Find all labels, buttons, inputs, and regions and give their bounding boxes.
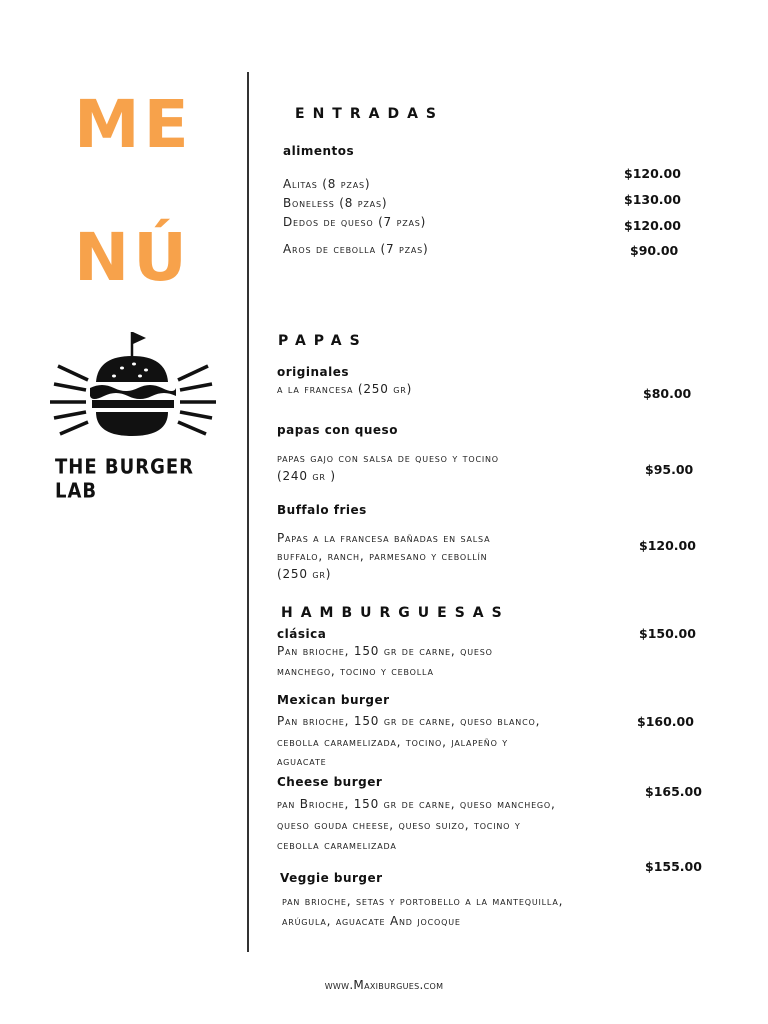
menu-item-desc: buffalo, ranch, parmesano y cebollín bbox=[277, 549, 488, 563]
menu-item-price: $120.00 bbox=[624, 166, 681, 181]
menu-item-name: Buffalo fries bbox=[277, 503, 367, 517]
menu-item-desc: Papas a la francesa bañadas en salsa bbox=[277, 531, 491, 545]
menu-item-price: $160.00 bbox=[637, 714, 694, 729]
menu-item-desc: a la francesa (250 gr) bbox=[277, 382, 413, 396]
menu-item-name: originales bbox=[277, 365, 350, 379]
menu-item-price: $90.00 bbox=[630, 243, 679, 258]
menu-item-desc: queso gouda cheese, queso suizo, tocino y bbox=[277, 818, 521, 832]
menu-item-desc: cebolla caramelizada bbox=[277, 838, 397, 852]
footer-website: www.Maxiburgues.com bbox=[324, 978, 444, 992]
menu-title-line1: ME bbox=[74, 86, 193, 163]
menu-item-desc: Pan brioche, 150 gr de carne, queso blanco, bbox=[277, 714, 541, 728]
menu-item-desc: (250 gr) bbox=[277, 567, 332, 581]
menu-item-price: $95.00 bbox=[645, 462, 694, 477]
menu-item-name: Boneless (8 pzas) bbox=[283, 196, 388, 210]
menu-item-price: $120.00 bbox=[624, 218, 681, 233]
menu-item-desc: aguacate bbox=[277, 754, 327, 768]
menu-item-desc: manchego, tocino y cebolla bbox=[277, 664, 434, 678]
vertical-divider bbox=[247, 72, 249, 952]
menu-item-price: $120.00 bbox=[639, 538, 696, 553]
menu-item-name: papas con queso bbox=[277, 423, 398, 437]
section-heading-entradas: ENTRADAS bbox=[295, 106, 444, 122]
menu-item-desc: pan brioche, setas y portobello a la mantequilla, bbox=[282, 894, 564, 908]
menu-item-name: Veggie burger bbox=[280, 871, 383, 885]
brand-name: THE BURGER LAB bbox=[55, 455, 195, 504]
menu-item-desc: (240 gr ) bbox=[277, 469, 336, 483]
menu-item-desc: Pan brioche, 150 gr de carne, queso bbox=[277, 644, 493, 658]
menu-item-name: clásica bbox=[277, 627, 327, 641]
menu-item-desc: arúgula, aguacate And jocoque bbox=[282, 914, 461, 928]
category-alimentos: alimentos bbox=[283, 144, 355, 158]
burger-logo-icon bbox=[48, 330, 218, 442]
menu-item-desc: cebolla caramelizada, tocino, jalapeño y bbox=[277, 735, 508, 749]
menu-item-desc: pan Brioche, 150 gr de carne, queso manchego, bbox=[277, 797, 556, 811]
menu-item-desc: papas gajo con salsa de queso y tocino bbox=[277, 451, 499, 465]
menu-title-line2: NÚ bbox=[74, 219, 191, 296]
menu-item-price: $150.00 bbox=[639, 626, 696, 641]
menu-item-name: Alitas (8 pzas) bbox=[283, 177, 371, 191]
section-heading-hamburguesas: HAMBURGUESAS bbox=[281, 605, 510, 621]
menu-item-name: Cheese burger bbox=[277, 775, 383, 789]
menu-item-price: $155.00 bbox=[645, 859, 702, 874]
menu-item-name: Aros de cebolla (7 pzas) bbox=[283, 242, 429, 256]
section-heading-papas: PAPAS bbox=[278, 333, 368, 349]
menu-item-price: $165.00 bbox=[645, 784, 702, 799]
menu-item-name: Dedos de queso (7 pzas) bbox=[283, 215, 427, 229]
menu-item-price: $80.00 bbox=[643, 386, 692, 401]
menu-item-name: Mexican burger bbox=[277, 693, 390, 707]
menu-item-price: $130.00 bbox=[624, 192, 681, 207]
